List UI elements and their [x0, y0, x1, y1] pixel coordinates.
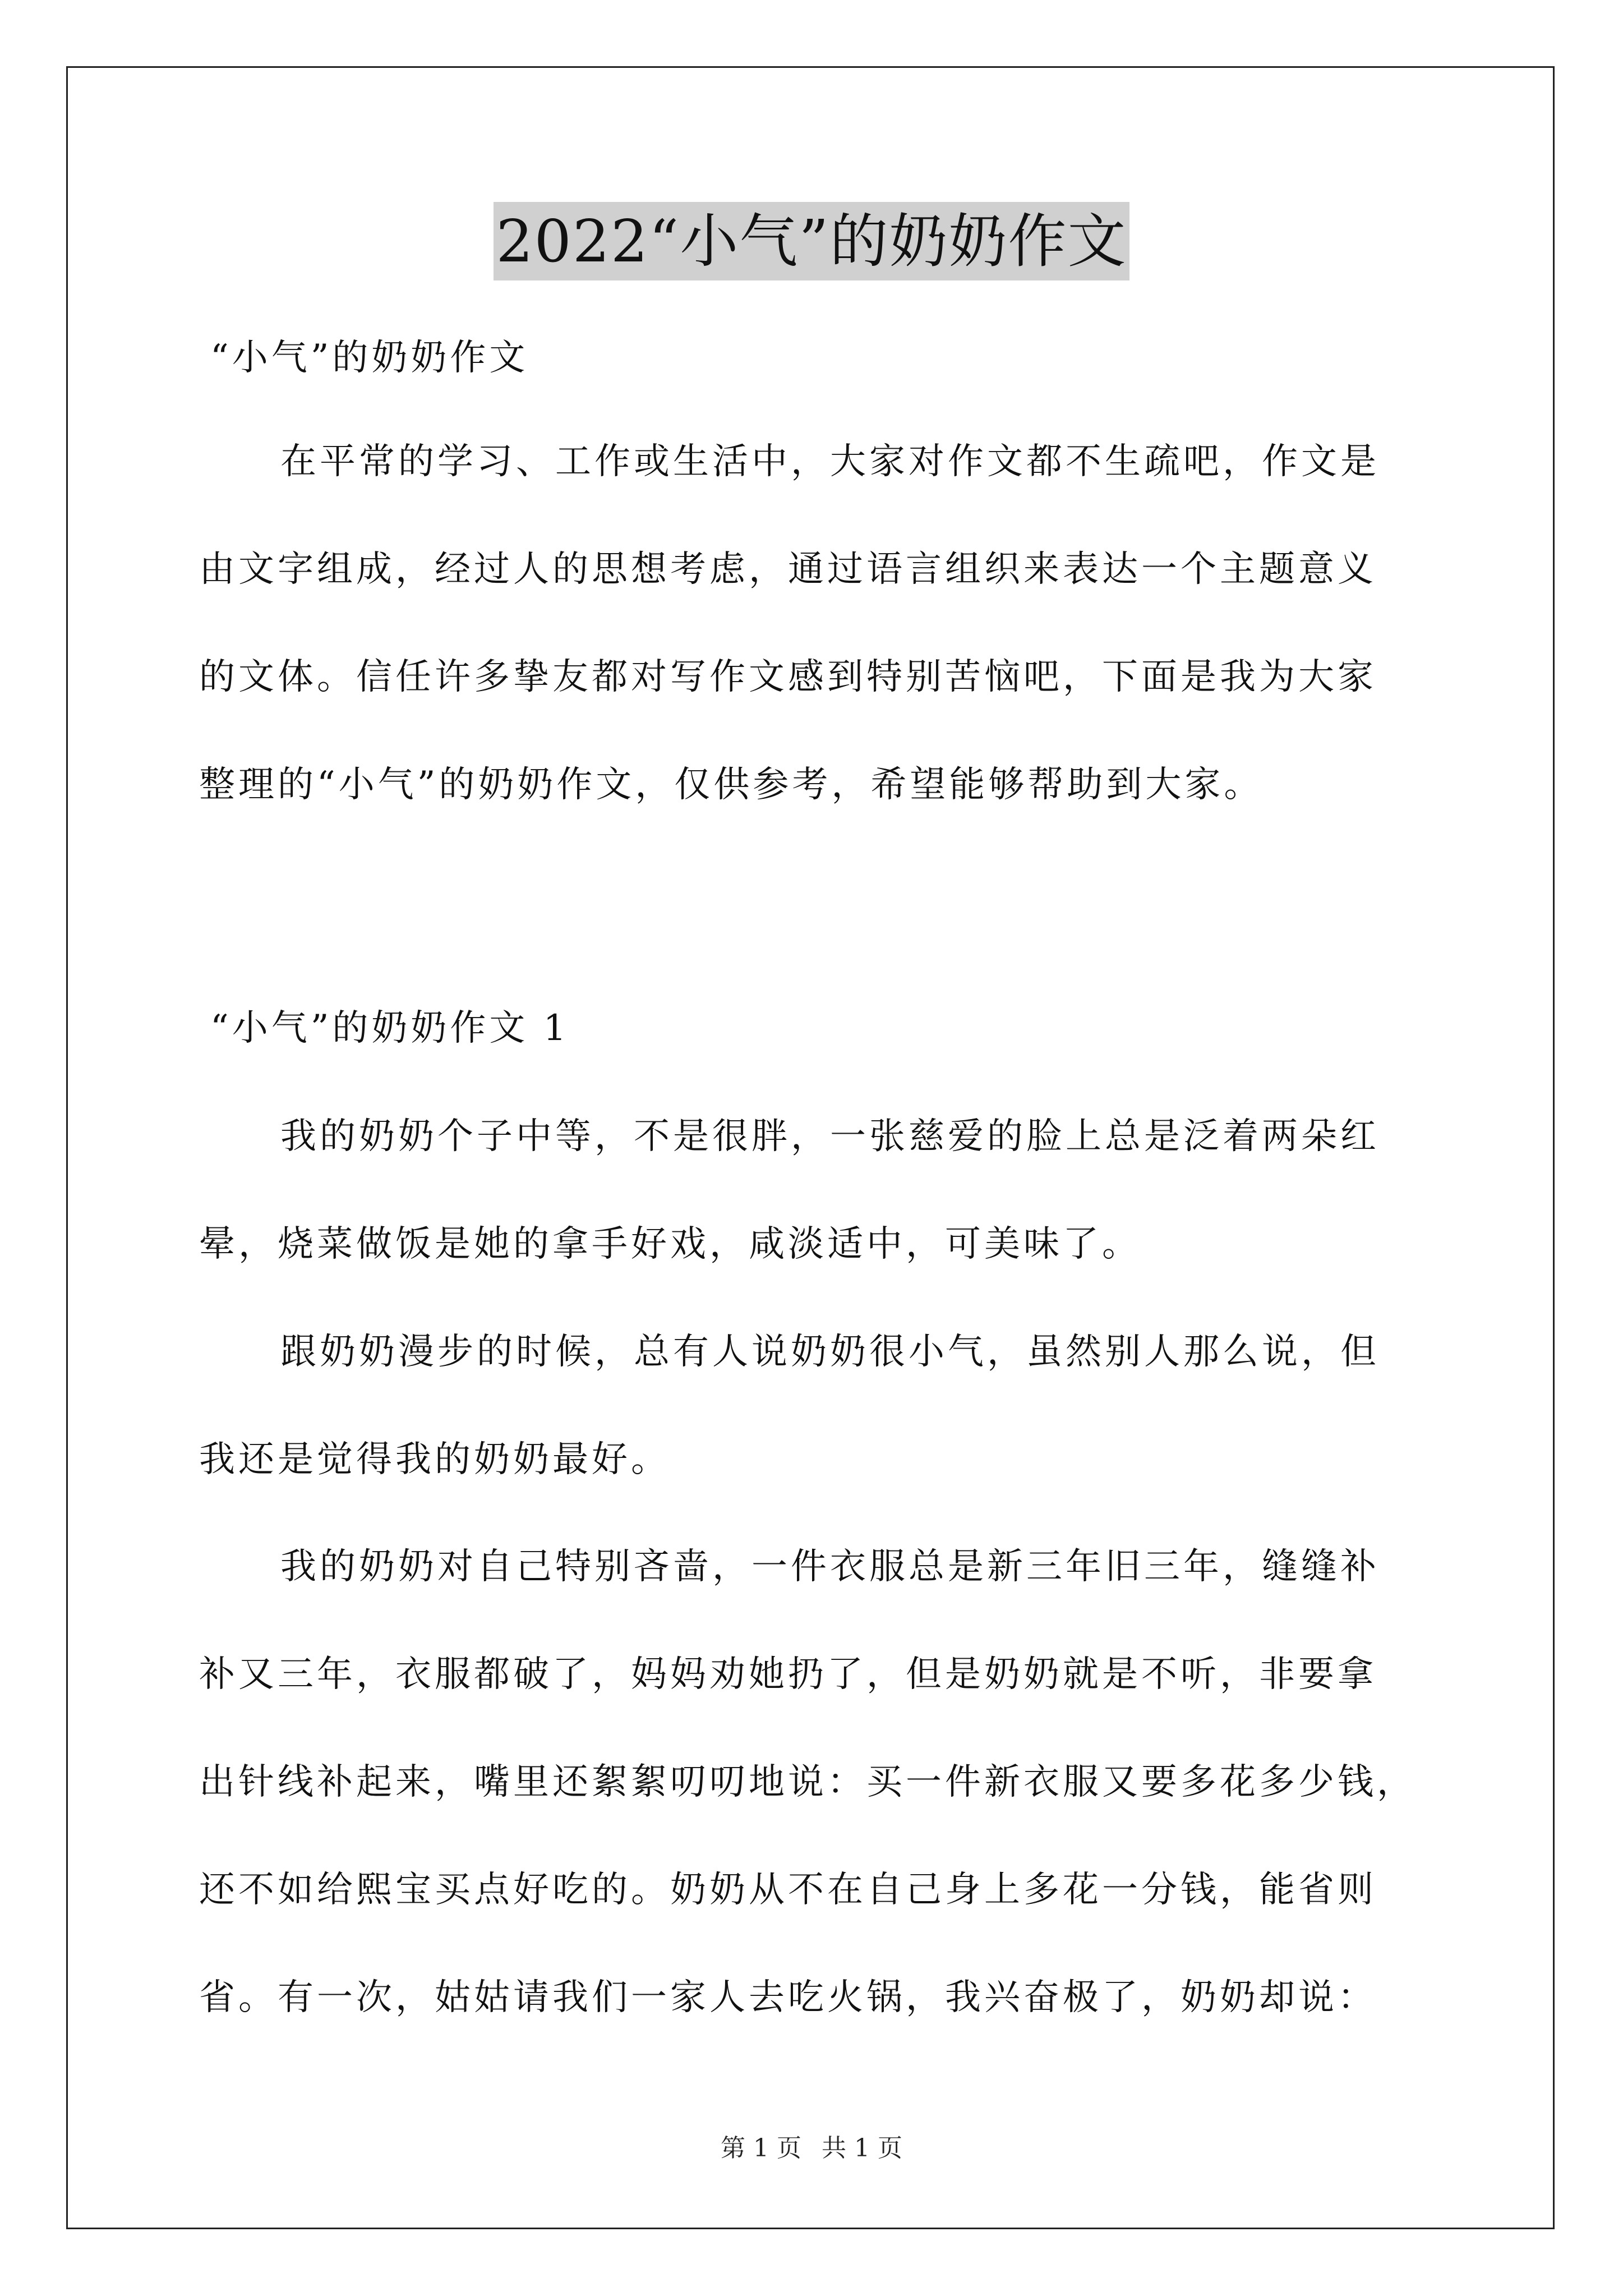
paragraph-3	[199, 1540, 1433, 2024]
section-heading-text: “小气”的奶奶作文 1	[210, 1007, 570, 1049]
intro-paragraph	[199, 435, 1433, 812]
page-footer	[0, 2132, 1623, 2165]
title-container	[0, 202, 1623, 280]
document-title: 2022“小气”的奶奶作文	[494, 202, 1129, 280]
paragraph-line: 省。有一次，姑姑请我们一家人去吃火锅，我兴奋极了，奶奶却说：	[199, 1977, 1377, 2018]
paragraph-2	[199, 1325, 1433, 1487]
paragraph-line: 晕，烧菜做饭是她的拿手好戏，咸淡适中，可美味了。	[199, 1223, 1141, 1265]
intro-line: 整理的“小气”的奶奶作文，仅供参考，希望能够帮助到大家。	[199, 764, 1264, 806]
paragraph-line: 我还是觉得我的奶奶最好。	[199, 1439, 670, 1480]
paragraph-line: 补又三年，衣服都破了，妈妈劝她扔了，但是奶奶就是不听，非要拿	[199, 1654, 1377, 1695]
page-total: 共 1 页	[822, 2134, 902, 2162]
paragraph-line: 出针线补起来，嘴里还絮絮叨叨地说：买一件新衣服又要多花多少钱，	[199, 1761, 1416, 1803]
subtitle-text: “小气”的奶奶作文	[210, 337, 529, 379]
section-heading	[210, 1001, 1444, 1055]
paragraph-line: 我的奶奶对自己特别吝啬，一件衣服总是新三年旧三年，缝缝补	[280, 1546, 1380, 1588]
paragraph-line: 跟奶奶漫步的时候，总有人说奶奶很小气，虽然别人那么说，但	[280, 1331, 1380, 1373]
intro-line: 由文字组成，经过人的思想考虑，通过语言组织来表达一个主题意义	[199, 549, 1377, 590]
paragraph-1	[199, 1110, 1433, 1271]
intro-line: 在平常的学习、工作或生活中，大家对作文都不生疏吧，作文是	[280, 441, 1380, 482]
subtitle	[210, 331, 1444, 385]
paragraph-line: 我的奶奶个子中等，不是很胖，一张慈爱的脸上总是泛着两朵红	[280, 1116, 1380, 1157]
paragraph-line: 还不如给熙宝买点好吃的。奶奶从不在自己身上多花一分钱，能省则	[199, 1869, 1377, 1911]
intro-line: 的文体。信任许多挚友都对写作文感到特别苦恼吧，下面是我为大家	[199, 656, 1377, 698]
page-number: 第 1 页	[721, 2134, 801, 2162]
